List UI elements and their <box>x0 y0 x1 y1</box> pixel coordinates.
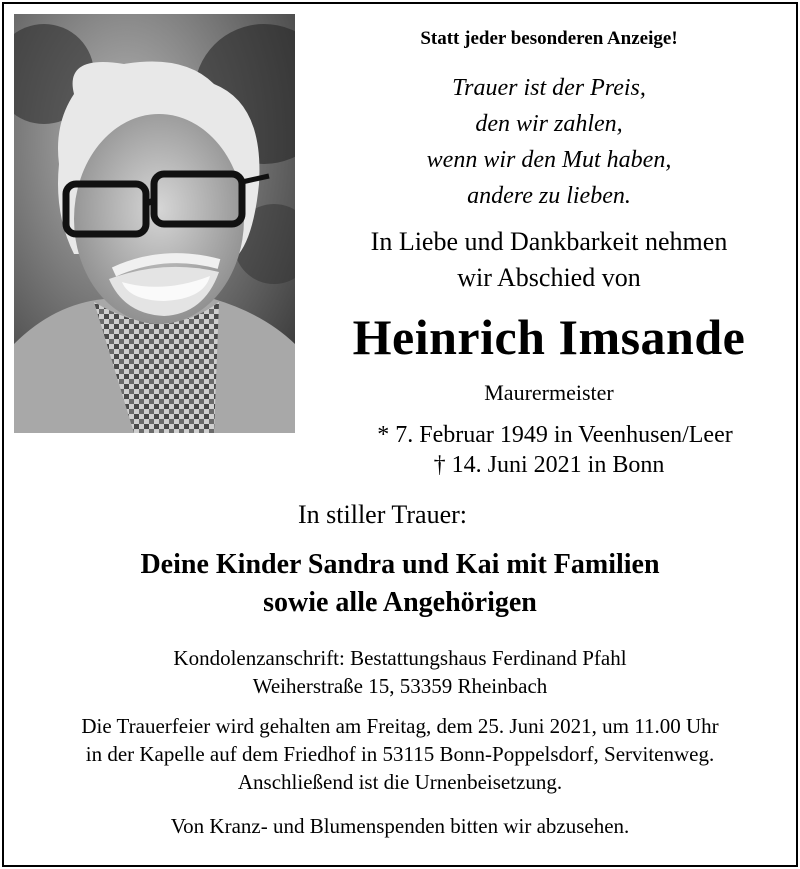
poem-line: andere zu lieben. <box>467 183 631 209</box>
portrait-photo <box>14 14 295 433</box>
funeral-line: in der Kapelle auf dem Friedhof in 53115 Bonn-Poppelsdorf, Servitenweg. <box>85 742 715 766</box>
condolence-line: Weiherstraße 15, 53359 Rheinbach <box>252 674 548 698</box>
deceased-profession: Maurermeister <box>484 380 614 405</box>
donations-note: Von Kranz- und Blumenspenden bitten wir abzusehen. <box>170 814 630 838</box>
death-date: † 14. Juni 2021 in Bonn <box>433 452 665 478</box>
intro-line: wir Abschied von <box>457 263 641 292</box>
condolence-address <box>0 644 800 700</box>
mourners <box>0 546 800 622</box>
funeral-line: Die Trauerfeier wird gehalten am Freitag, dem 25. Juni 2021, um 11.00 Uhr <box>81 714 719 738</box>
poem-line: Trauer ist der Preis, <box>452 75 646 101</box>
poem-line: den wir zahlen, <box>475 111 623 137</box>
poem <box>300 70 798 214</box>
farewell-intro <box>300 224 798 296</box>
poem-line: wenn wir den Mut haben, <box>426 147 672 173</box>
intro-line: In Liebe und Dankbarkeit nehmen <box>370 227 728 256</box>
condolence-line: Kondolenzanschrift: Bestattungshaus Ferdinand Pfahl <box>173 646 627 670</box>
life-dates <box>300 420 798 480</box>
birth-date: * 7. Februar 1949 in Veenhusen/Leer <box>377 422 733 448</box>
mourners-line: Deine Kinder Sandra und Kai mit Familien <box>140 549 660 580</box>
funeral-line: Anschließend ist die Urnenbeisetzung. <box>237 770 563 794</box>
deceased-name: Heinrich Imsande <box>352 309 746 365</box>
mourning-label: In stiller Trauer: <box>298 500 467 529</box>
mourners-line: sowie alle Angehörigen <box>263 587 537 618</box>
funeral-details <box>0 712 800 796</box>
notice-headline: Statt jeder besonderen Anzeige! <box>420 28 678 49</box>
portrait-illustration <box>14 14 295 433</box>
